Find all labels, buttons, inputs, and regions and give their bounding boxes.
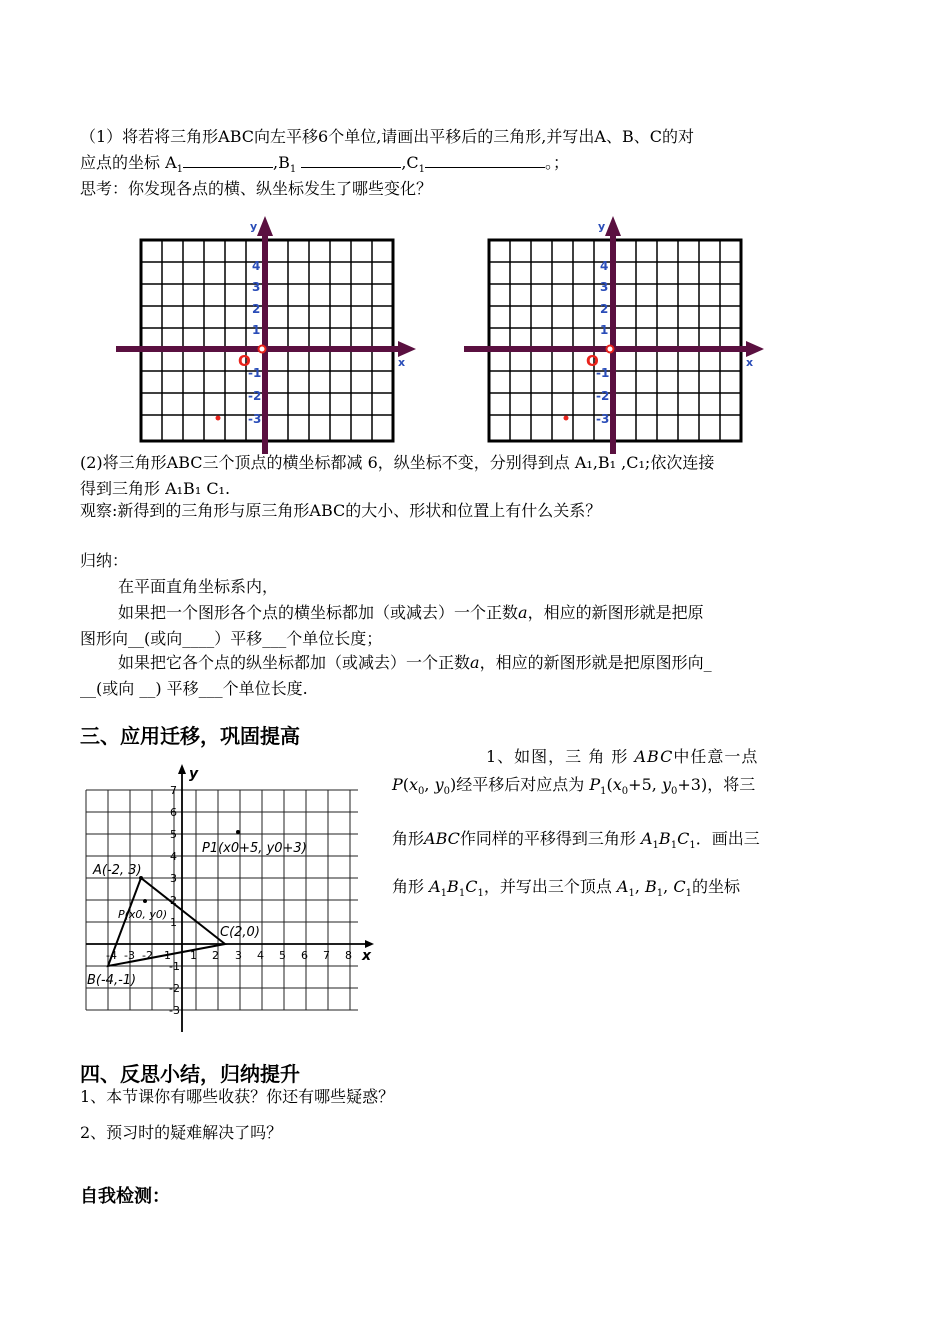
svg-text:-2: -2 [248,389,262,403]
svg-text:-2: -2 [142,949,153,962]
summary-line4: 如果把它各个点的纵坐标都加（或减去）一个正数a，相应的新图形就是把原图形向_ [118,653,712,672]
svg-text:1: 1 [190,949,197,962]
x-axis-arrow [365,940,374,948]
y-axis-label: y [250,220,258,233]
blank-b1[interactable] [301,151,401,168]
svg-text:2: 2 [600,302,609,316]
reflection-q2: 2、预习时的疑难解决了吗？ [80,1123,283,1142]
label-c: C(2,0) [220,925,260,940]
y-axis-label: y [598,220,606,233]
svg-text:4: 4 [252,259,261,273]
part1-line2: 应点的坐标 $A_1$ $,B_1$ $,C_1$ 。； [80,153,570,176]
blank-a1[interactable] [183,151,273,168]
origin-point [259,346,266,353]
svg-text:-3: -3 [596,412,610,426]
svg-text:6: 6 [301,949,308,962]
label-a: A(-2, 3) [93,863,142,878]
section3-para-line3: 角形ABC作同样的平移得到三角形 $A_1B_1C_1$．画出三 [392,829,760,852]
origin-label: O [238,352,251,370]
label-p: P(x0, y0) [118,908,168,921]
x-axis-arrow [398,341,416,357]
summary-line2: 如果把一个图形各个点的横坐标都加（或减去）一个正数a，相应的新图形就是把原 [118,603,704,622]
think-question: 思考：你发现各点的横、纵坐标发生了哪些变化？ [80,179,433,198]
reflection-q1: 1、本节课你有哪些收获？你还有哪些疑惑？ [80,1087,395,1106]
observe-question: 观察:新得到的三角形与原三角形ABC的大小、形状和位置上有什么关系？ [80,501,602,520]
section3-para-line4: 角形 $A_1B_1C_1$，并写出三个顶点 $A_1$, $B_1$, $C_1$的坐标 [392,877,740,900]
svg-text:-3: -3 [169,1004,180,1017]
summary-title: 归纳： [80,551,129,570]
part1-line1: （1）将若将三角形ABC向左平移6个单位,请画出平移后的三角形,并写出A、B、C的对 [80,127,694,146]
svg-text:1: 1 [252,323,261,337]
label-b: B(-4,-1) [87,973,137,988]
section3-heading: 三、应用迁移，巩固提高 [80,724,300,748]
section3-para-line2: $P(x_0$, $y_0$)经平移后对应点为 $P_1(x_0+5$, $y_0+3$)，将三 [392,775,756,798]
svg-text:-4: -4 [106,949,117,962]
coordinate-grid-left [112,214,418,456]
svg-text:-2: -2 [169,982,180,995]
x-axis-arrow [746,341,764,357]
svg-text:-1: -1 [160,949,171,962]
svg-text:1: 1 [170,916,177,929]
svg-text:4: 4 [170,850,177,863]
svg-text:2: 2 [212,949,219,962]
svg-text:-1: -1 [169,960,180,973]
origin-label: O [586,352,599,370]
svg-text:4: 4 [257,949,264,962]
svg-text:-2: -2 [596,389,610,403]
x-axis-label: x [362,948,372,964]
svg-text:5: 5 [170,828,177,841]
svg-text:3: 3 [252,280,261,294]
origin-point [607,346,614,353]
svg-text:-3: -3 [248,412,262,426]
svg-text:2: 2 [170,894,177,907]
translation-figure [80,760,380,1036]
svg-text:-1: -1 [248,366,262,380]
svg-text:3: 3 [170,872,177,885]
summary-line5: __(或向 __) 平移___个单位长度. [80,679,308,698]
svg-text:5: 5 [279,949,286,962]
svg-text:7: 7 [170,784,177,797]
point-marker [216,416,221,421]
y-axis-arrow [605,216,621,236]
part2-line1: (2)将三角形ABC三个顶点的横坐标都减 6，纵坐标不变，分别得到点 A₁,B₁ ,C₁;依次连接 [80,453,715,472]
summary-line1: 在平面直角坐标系内， [118,577,279,596]
coordinate-grid-right [460,214,766,456]
svg-text:2: 2 [252,302,261,316]
blank-c1[interactable] [425,151,545,168]
svg-text:6: 6 [170,806,177,819]
label-p1: P1(x0+5, y0+3) [202,841,307,856]
section4-heading: 四、反思小结，归纳提升 [80,1062,300,1086]
x-axis-label: x [746,356,754,369]
y-axis-arrow [178,764,186,774]
svg-text:7: 7 [323,949,330,962]
svg-text:3: 3 [600,280,609,294]
part2-line2: 得到三角形 A₁B₁ C₁. [80,479,231,498]
self-test-heading: 自我检测： [80,1186,170,1207]
section3-para-line1: 1、如图，三 角 形 ABC中任意一点 [486,747,759,766]
svg-text:4: 4 [600,259,609,273]
svg-text:-1: -1 [596,366,610,380]
x-axis-label: x [398,356,406,369]
point-marker [564,416,569,421]
svg-text:3: 3 [235,949,242,962]
summary-line3: 图形向__(或向____）平移___个单位长度； [80,629,383,648]
svg-text:-3: -3 [124,949,135,962]
y-axis-arrow [257,216,273,236]
y-axis-label: y [189,766,199,782]
svg-text:8: 8 [345,949,352,962]
svg-text:1: 1 [600,323,609,337]
